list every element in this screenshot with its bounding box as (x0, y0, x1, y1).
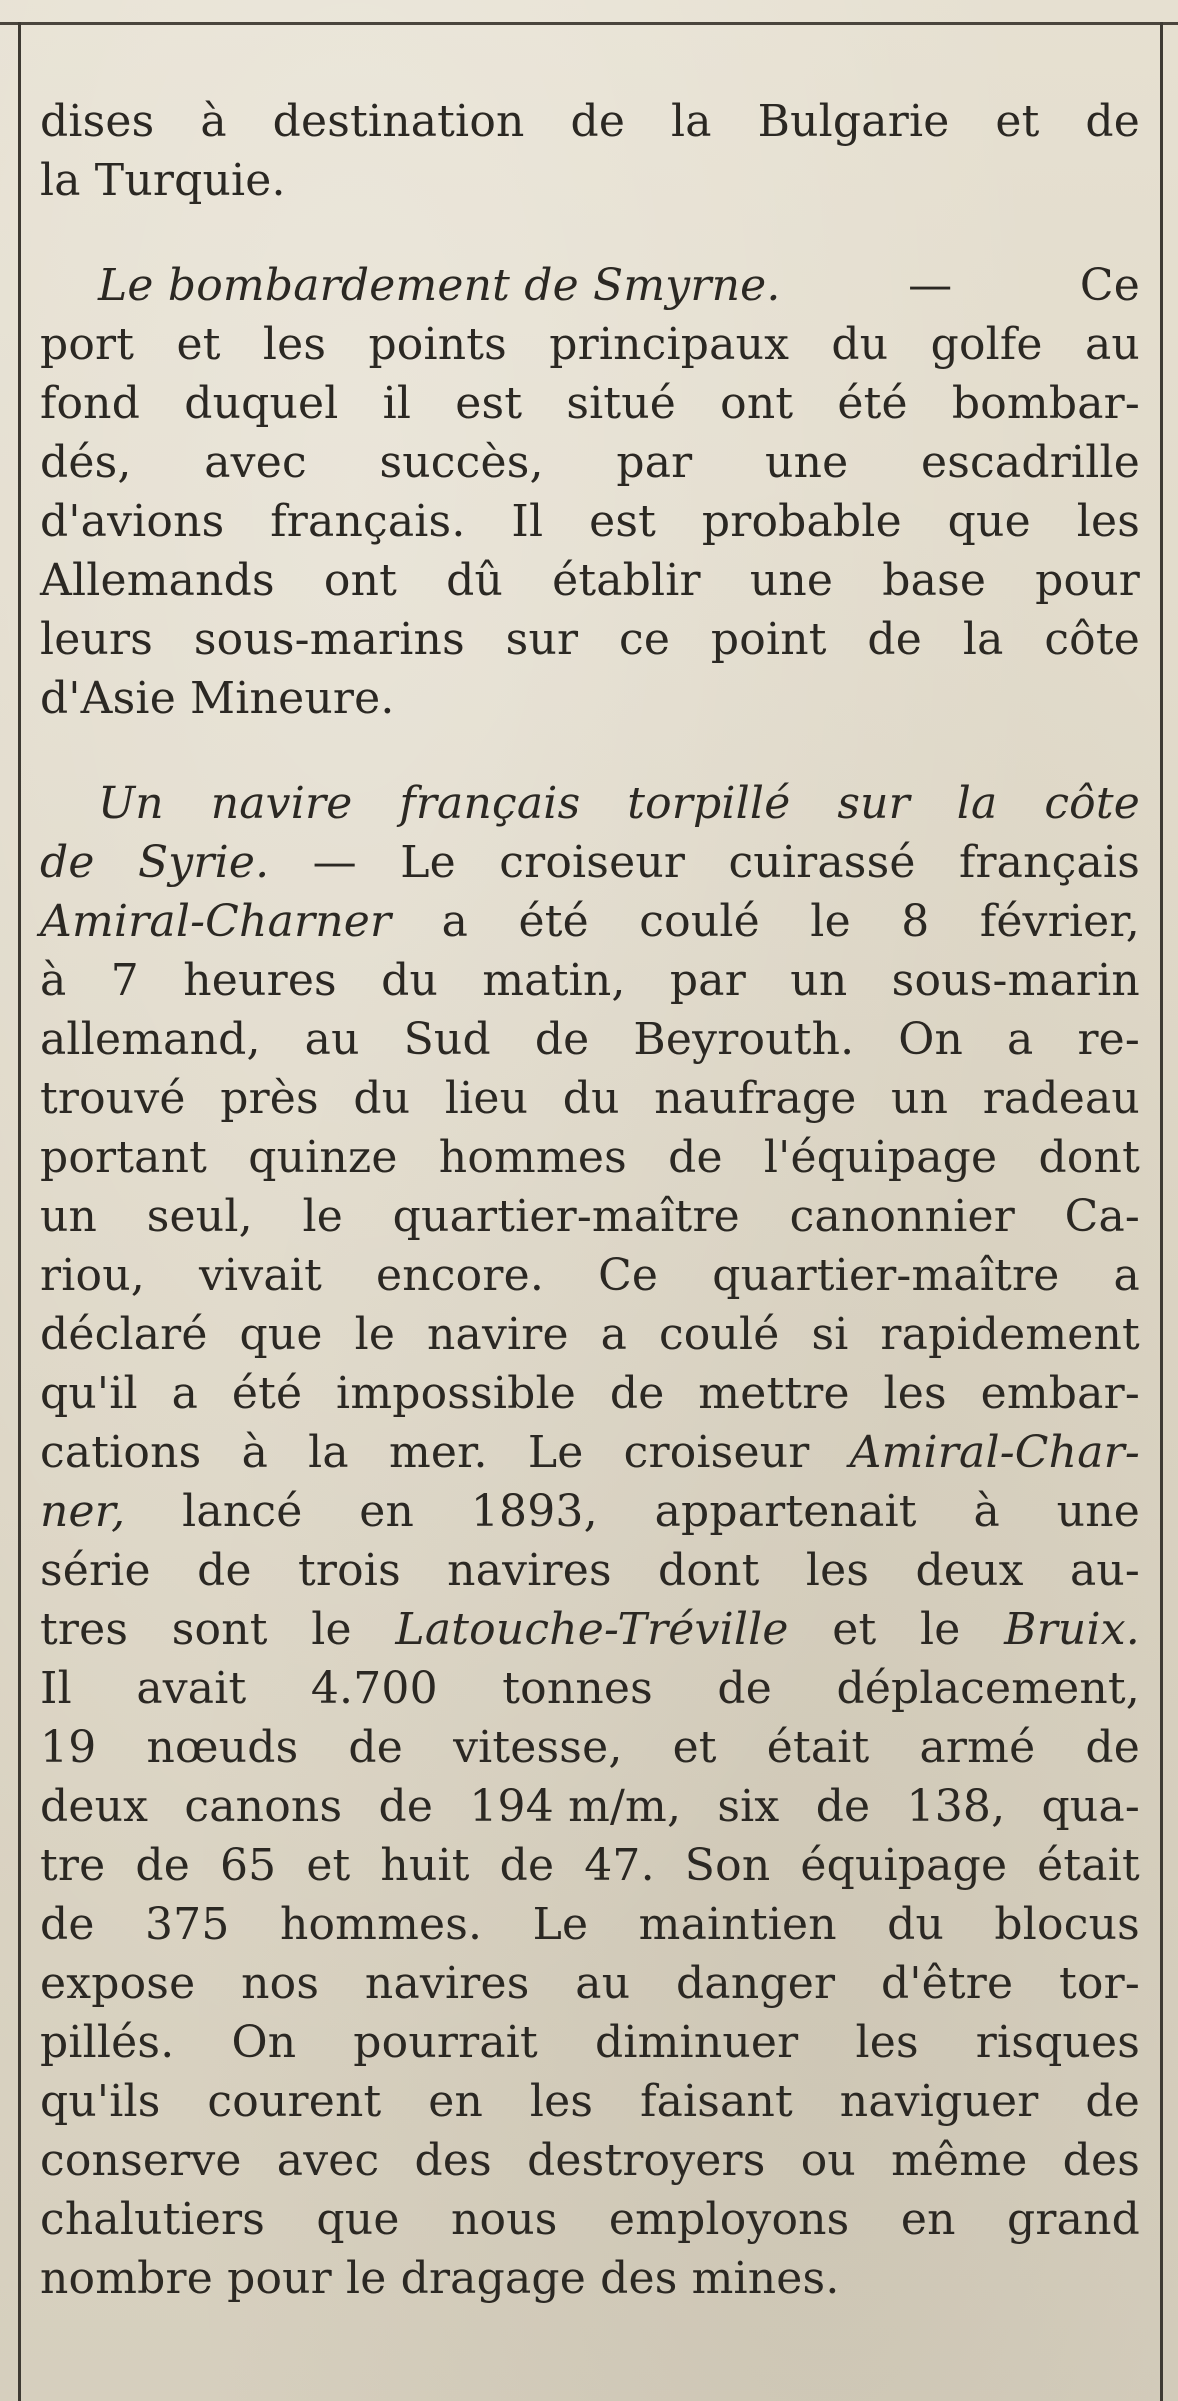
word: et (672, 1722, 717, 1773)
word: pillés. (40, 2017, 175, 2068)
paragraph (40, 92, 1140, 210)
word: danger (676, 1958, 836, 2009)
word: du (887, 1899, 945, 1950)
word: risques (975, 2017, 1140, 2068)
word: coulé (639, 896, 760, 947)
word: succès, (379, 437, 544, 488)
word: conserve (40, 2135, 242, 2186)
word: été (231, 1368, 303, 1419)
word: de (668, 1132, 723, 1183)
word: 1893, (470, 1486, 598, 1537)
word: deux (915, 1545, 1024, 1596)
text-line (40, 2249, 1140, 2308)
word: le (311, 1604, 352, 1655)
word: mettre (698, 1368, 850, 1419)
word: le (920, 1604, 961, 1655)
word: de (197, 1545, 252, 1596)
word: des (414, 2135, 492, 2186)
word: que (239, 1309, 323, 1360)
word: 65 (219, 1840, 277, 1891)
word: le (810, 896, 851, 947)
word: Le bombardement de Smyrne. (98, 260, 781, 311)
word: trouvé (40, 1073, 186, 1124)
word: croiseur (623, 1427, 810, 1478)
word: par (616, 437, 693, 488)
word: de (609, 1368, 665, 1419)
word: établir (552, 555, 701, 606)
word: le (354, 1309, 396, 1360)
word: à (200, 96, 227, 147)
word: heures (183, 955, 337, 1006)
word: armé (919, 1722, 1036, 1773)
word: était (766, 1722, 870, 1773)
word: d'Asie (40, 673, 176, 724)
word: six (717, 1781, 780, 1832)
word: canons (184, 1781, 343, 1832)
word: Il (40, 1663, 72, 1714)
word: Un (98, 778, 164, 829)
text-line (40, 1010, 1140, 1069)
word: à (40, 955, 67, 1006)
text-line (40, 892, 1140, 951)
word: est (589, 496, 656, 547)
word: sous-marins (193, 614, 465, 665)
word: point (710, 614, 827, 665)
word: de (534, 1014, 590, 1065)
word: Il (511, 496, 544, 547)
word: portant (40, 1132, 208, 1183)
word: quartier-maître (392, 1191, 740, 1242)
word: un (40, 1191, 98, 1242)
word: d'être (881, 1958, 1014, 2009)
word: expose (40, 1958, 196, 2009)
word: vivait (198, 1250, 322, 1301)
word: du (831, 319, 889, 370)
word: été (518, 896, 589, 947)
word: dragage (400, 2253, 587, 2304)
word: hommes. (279, 1899, 483, 1950)
word: lieu (444, 1073, 529, 1124)
word: par (669, 955, 746, 1006)
word: de (570, 96, 626, 147)
word: naviguer (839, 2076, 1039, 2127)
word: blocus (994, 1899, 1140, 1950)
word: Latouche-Tréville (395, 1604, 789, 1655)
word: faisant (640, 2076, 793, 2127)
word: déplacement, (836, 1663, 1140, 1714)
word: riou, (40, 1250, 145, 1301)
word: diminuer (595, 2017, 799, 2068)
word: port (40, 319, 135, 370)
word: le (302, 1191, 343, 1242)
word: qua- (1041, 1781, 1140, 1832)
word: au (1084, 319, 1140, 370)
word: grand (1007, 2194, 1140, 2245)
word: les (855, 2017, 919, 2068)
word: de (717, 1663, 772, 1714)
word: français (399, 778, 581, 829)
word: ou (800, 2135, 856, 2186)
text-line (40, 1836, 1140, 1895)
word: deux (40, 1781, 149, 1832)
word: Ca- (1064, 1191, 1140, 1242)
word: près (220, 1073, 319, 1124)
article-column (40, 92, 1140, 2308)
text-line (40, 492, 1140, 551)
word: 194 m/m, (469, 1781, 682, 1832)
text-line (40, 551, 1140, 610)
word: — (908, 260, 953, 311)
word: ce (619, 614, 671, 665)
word: golfe (930, 319, 1043, 370)
word: cations (40, 1427, 202, 1478)
paragraph (40, 256, 1140, 728)
word: Bruix. (1004, 1604, 1140, 1655)
text-line (40, 1659, 1140, 1718)
word: au (304, 1014, 360, 1065)
word: 47. (584, 1840, 655, 1891)
word: Amiral-Charner (40, 896, 392, 947)
word: la (962, 614, 1004, 665)
word: en (900, 2194, 956, 2245)
word: et (995, 96, 1040, 147)
word: mer. (388, 1427, 488, 1478)
word: a (600, 1309, 628, 1360)
word: dont (658, 1545, 760, 1596)
word: avec (276, 2135, 380, 2186)
word: embar- (980, 1368, 1140, 1419)
word: lancé (182, 1486, 303, 1537)
word: équipage (800, 1840, 1008, 1891)
word: naufrage (654, 1073, 857, 1124)
word: de (348, 1722, 404, 1773)
word: ont (323, 555, 398, 606)
word: un (790, 955, 848, 1006)
word: pour (1035, 555, 1140, 606)
word: Le (400, 837, 456, 888)
word: avait (136, 1663, 247, 1714)
word: ner, (40, 1486, 126, 1537)
word: avec (204, 437, 307, 488)
word: maintien (638, 1899, 837, 1950)
word: ont (720, 378, 794, 429)
word: 138, (906, 1781, 1006, 1832)
word: la (956, 778, 998, 829)
word: les (883, 1368, 947, 1419)
text-line (40, 1777, 1140, 1836)
paragraph-gap (40, 728, 1140, 774)
word: tres (40, 1604, 129, 1655)
word: base (882, 555, 987, 606)
word: Turquie. (94, 155, 286, 206)
text-line (40, 315, 1140, 374)
word: a (1113, 1250, 1140, 1301)
text-line (40, 92, 1140, 151)
word: destroyers (527, 2135, 766, 2186)
word: les (529, 2076, 594, 2127)
text-line (40, 833, 1140, 892)
word: navire (210, 778, 353, 829)
word: côte (1044, 778, 1140, 829)
word: du (562, 1073, 620, 1124)
word: du (353, 1073, 411, 1124)
word: de (40, 837, 95, 888)
word: sous-marin (891, 955, 1140, 1006)
word: la (308, 1427, 349, 1478)
word: de (40, 1899, 95, 1950)
word: fond (40, 378, 141, 429)
word: que (316, 2194, 400, 2245)
word: a (441, 896, 469, 947)
word: le (345, 2253, 387, 2304)
text-line (40, 1364, 1140, 1423)
word: torpillé (627, 778, 791, 829)
word: Syrie. (137, 837, 270, 888)
word: points (368, 319, 507, 370)
word: déclaré (40, 1309, 208, 1360)
word: les (1076, 496, 1140, 547)
left-column-rule (18, 22, 21, 2401)
word: navires (364, 1958, 530, 2009)
word: pourrait (353, 2017, 538, 2068)
word: français (958, 837, 1140, 888)
word: si (811, 1309, 849, 1360)
word: tonnes (502, 1663, 653, 1714)
word: nombre (40, 2253, 213, 2304)
paragraph-gap (40, 210, 1140, 256)
word: mines. (691, 2253, 840, 2304)
word: en (359, 1486, 415, 1537)
word: seul, (146, 1191, 253, 1242)
word: allemand, (40, 1014, 261, 1065)
word: Ce (1079, 260, 1140, 311)
word: une (1056, 1486, 1140, 1537)
word: qu'il (40, 1368, 138, 1419)
word: dises (40, 96, 155, 147)
word: est (455, 378, 523, 429)
word: Mineure. (190, 673, 395, 724)
word: de (499, 1840, 555, 1891)
text-line (40, 669, 1140, 728)
word: qu'ils (40, 2076, 161, 2127)
word: chalutiers (40, 2194, 266, 2245)
word: re- (1077, 1014, 1140, 1065)
text-line (40, 2072, 1140, 2131)
word: de (867, 614, 923, 665)
word: était (1037, 1840, 1140, 1891)
word: et (176, 319, 221, 370)
word: appartenait (654, 1486, 917, 1537)
word: huit (380, 1840, 470, 1891)
word: même (891, 2135, 1028, 2186)
word: matin, (482, 955, 626, 1006)
word: en (428, 2076, 484, 2127)
word: les (805, 1545, 870, 1596)
word: du (381, 955, 439, 1006)
word: de (135, 1840, 190, 1891)
word: sont (171, 1604, 268, 1655)
word: probable (701, 496, 902, 547)
word: canonnier (789, 1191, 1015, 1242)
word: quartier-maître (712, 1250, 1060, 1301)
top-rule (0, 22, 1178, 25)
word: Beyrouth. (633, 1014, 855, 1065)
word: au (575, 1958, 631, 2009)
word: nous (450, 2194, 558, 2245)
word: série (40, 1545, 151, 1596)
text-line (40, 1187, 1140, 1246)
word: bombar- (951, 378, 1140, 429)
word: Sud (403, 1014, 491, 1065)
word: situé (566, 378, 677, 429)
word: — (312, 837, 357, 888)
word: Le (532, 1899, 589, 1950)
text-line (40, 2131, 1140, 2190)
word: coulé (658, 1309, 780, 1360)
word: Son (684, 1840, 771, 1891)
word: 19 (40, 1722, 97, 1773)
word: nœuds (146, 1722, 299, 1773)
word: destination (272, 96, 525, 147)
word: Ce (598, 1250, 659, 1301)
word: de (1085, 1722, 1140, 1773)
text-line (40, 610, 1140, 669)
word: tre (40, 1840, 106, 1891)
word: leurs (40, 614, 154, 665)
text-line (40, 151, 1140, 210)
word: hommes (438, 1132, 627, 1183)
text-line (40, 1069, 1140, 1128)
word: sur (837, 778, 910, 829)
word: de (378, 1781, 434, 1832)
word: d'avions (40, 496, 225, 547)
word: nos (241, 1958, 320, 2009)
text-line (40, 256, 1140, 315)
word: français. (270, 496, 466, 547)
word: rapidement (880, 1309, 1140, 1360)
word: sur (505, 614, 579, 665)
text-line (40, 1718, 1140, 1777)
word: Amiral-Char- (849, 1427, 1140, 1478)
text-line (40, 1246, 1140, 1305)
word: une (765, 437, 849, 488)
text-line (40, 1895, 1140, 1954)
word: cuirassé (728, 837, 916, 888)
word: de (1085, 2076, 1140, 2127)
word: principaux (549, 319, 790, 370)
word: il (382, 378, 412, 429)
text-line (40, 1423, 1140, 1482)
text-line (40, 1128, 1140, 1187)
word: côte (1044, 614, 1140, 665)
text-line (40, 1600, 1140, 1659)
word: vitesse, (453, 1722, 623, 1773)
word: et (832, 1604, 877, 1655)
word: un (891, 1073, 949, 1124)
word: Allemands (40, 555, 275, 606)
word: courent (207, 2076, 382, 2127)
word: à (973, 1486, 1000, 1537)
text-line (40, 374, 1140, 433)
word: navire (426, 1309, 569, 1360)
right-column-rule (1160, 22, 1163, 2401)
word: On (231, 2017, 297, 2068)
word: été (837, 378, 908, 429)
word: Le (527, 1427, 584, 1478)
word: l'équipage (763, 1132, 998, 1183)
word: de (815, 1781, 871, 1832)
word: quinze (248, 1132, 398, 1183)
word: 8 (901, 896, 930, 947)
text-line (40, 951, 1140, 1010)
word: a (171, 1368, 199, 1419)
word: une (749, 555, 834, 606)
text-line (40, 2013, 1140, 2072)
word: 7 (110, 955, 139, 1006)
word: que (947, 496, 1031, 547)
word: tor- (1059, 1958, 1140, 2009)
word: Bulgarie (757, 96, 950, 147)
text-line (40, 1954, 1140, 2013)
word: a (1007, 1014, 1034, 1065)
word: des (1062, 2135, 1140, 2186)
word: encore. (376, 1250, 544, 1301)
word: impossible (336, 1368, 577, 1419)
word: dés, (40, 437, 132, 488)
word: navires (447, 1545, 612, 1596)
text-line (40, 1305, 1140, 1364)
text-line (40, 1541, 1140, 1600)
word: la (670, 96, 712, 147)
word: février, (979, 896, 1140, 947)
word: dû (446, 555, 503, 606)
word: radeau (982, 1073, 1140, 1124)
word: des (600, 2253, 678, 2304)
text-line (40, 1482, 1140, 1541)
text-line (40, 2190, 1140, 2249)
word: et (306, 1840, 351, 1891)
word: au- (1069, 1545, 1140, 1596)
word: 375 (144, 1899, 230, 1950)
word: 4.700 (310, 1663, 438, 1714)
word: trois (298, 1545, 401, 1596)
word: les (262, 319, 327, 370)
word: pour (227, 2253, 332, 2304)
word: duquel (184, 378, 339, 429)
word: On (898, 1014, 964, 1065)
word: de (1085, 96, 1140, 147)
word: croiseur (499, 837, 686, 888)
word: escadrille (921, 437, 1140, 488)
word: dont (1038, 1132, 1140, 1183)
word: la (40, 155, 81, 206)
word: à (241, 1427, 268, 1478)
word: employons (608, 2194, 850, 2245)
paragraph (40, 774, 1140, 2308)
text-line (40, 433, 1140, 492)
text-line (40, 774, 1140, 833)
